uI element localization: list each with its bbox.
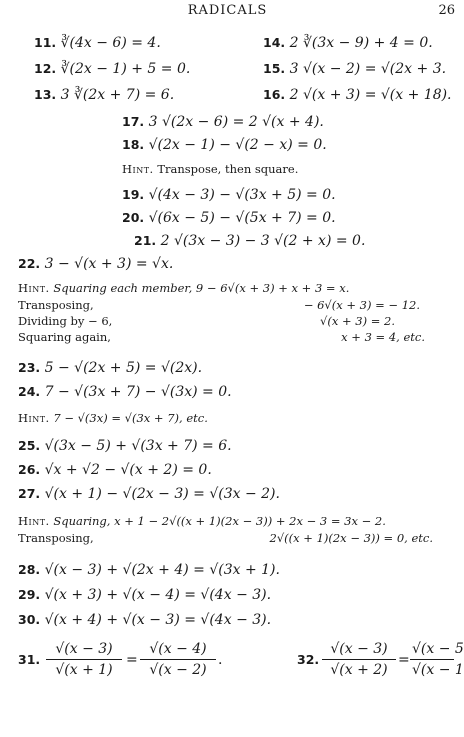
exercise-14: 14. 2 ∛(3x − 9) + 4 = 0. (263, 35, 433, 51)
hint-22-step-1-expr: − 6√(x + 3) = − 12. (303, 298, 420, 312)
exercise-22: 22. 3 − √(x + 3) = √x. (18, 256, 174, 272)
exercise-28: 28. √(x − 3) + √(2x + 4) = √(3x + 1). (18, 562, 280, 578)
exercise-32-number: 32. (297, 652, 320, 667)
hint-22-step-2-expr: √(x + 3) = 2. (320, 314, 395, 328)
hint-27-step-expr: 2√((x + 1)(2x − 3)) = 0, etc. (269, 531, 433, 545)
exercise-20: 20. √(6x − 5) − √(5x + 7) = 0. (122, 210, 336, 226)
exercise-17: 17. 3 √(2x − 6) = 2 √(x + 4). (122, 114, 324, 130)
exercise-21: 21. 2 √(3x − 3) − 3 √(2 + x) = 0. (134, 233, 366, 249)
exercise-27: 27. √(x + 1) − √(2x − 3) = √(3x − 2). (18, 486, 280, 502)
exercise-18: 18. √(2x − 1) − √(2 − x) = 0. (122, 137, 327, 153)
exercise-26: 26. √x + √2 − √(x + 2) = 0. (18, 462, 212, 478)
exercise-31-left-fraction: $\frac{√(x - 3)}{√(x + 1)}$ (46, 640, 122, 679)
exercise-15: 15. 3 √(x − 2) = √(2x + 3. (263, 61, 447, 77)
exercise-31-right-fraction: $\frac{√(x - 4)}{√(x - 2)}$ (140, 640, 216, 679)
exercise-13: 13. 3 ∛(2x + 7) = 6. (34, 87, 175, 103)
hint-24: Hint. 7 − √(3x) = √(3x + 7), etc. (18, 411, 208, 425)
exercise-31-equals: = (126, 652, 138, 668)
exercise-31-number: 31. (18, 652, 41, 667)
page-header (0, 3, 455, 21)
hint-22-step-3-expr: x + 3 = 4, etc. (341, 330, 425, 344)
exercise-30: 30. √(x + 4) + √(x − 3) = √(4x − 3). (18, 612, 272, 628)
exercise-32-left-fraction: $\frac{√(x - 3)}{√(x + 2)}$ (322, 640, 396, 679)
exercise-25: 25. √(3x − 5) + √(3x + 7) = 6. (18, 438, 232, 454)
exercise-11: 11. ∛(4x − 6) = 4. (34, 35, 161, 51)
page-number: 26 (438, 3, 455, 18)
exercise-24: 24. 7 − √(3x + 7) − √(3x) = 0. (18, 384, 232, 400)
exercise-16: 16. 2 √(x + 3) = √(x + 18). (263, 87, 452, 103)
hint-18: Hint. Transpose, then square. (122, 162, 299, 176)
hint-22: Hint. Squaring each member, 9 − 6√(x + 3) + x + 3 = x. (18, 281, 350, 295)
hint-22-step-3-label: Squaring again, (18, 330, 111, 344)
exercise-23: 23. 5 − √(2x + 5) = √(2x). (18, 360, 203, 376)
hint-27-step-label: Transposing, (18, 531, 94, 545)
hint-22-step-2-label: Dividing by − 6, (18, 314, 113, 328)
running-title: RADICALS (187, 3, 268, 18)
hint-22-step-1-label: Transposing, (18, 298, 94, 312)
hint-27: Hint. Squaring, x + 1 − 2√((x + 1)(2x − 3)) + 2x − 3 = 3x − 2. (18, 514, 386, 528)
exercise-32-right-fraction: $\frac{√(x - 5}{√(x - 1}$ (412, 641, 464, 678)
exercise-32-equals: = (398, 652, 410, 668)
exercise-29: 29. √(x + 3) + √(x − 4) = √(4x − 3). (18, 587, 272, 603)
exercise-31-period: . (218, 652, 223, 668)
exercise-19: 19. √(4x − 3) − √(3x + 5) = 0. (122, 187, 336, 203)
exercise-12: 12. ∛(2x − 1) + 5 = 0. (34, 61, 191, 77)
